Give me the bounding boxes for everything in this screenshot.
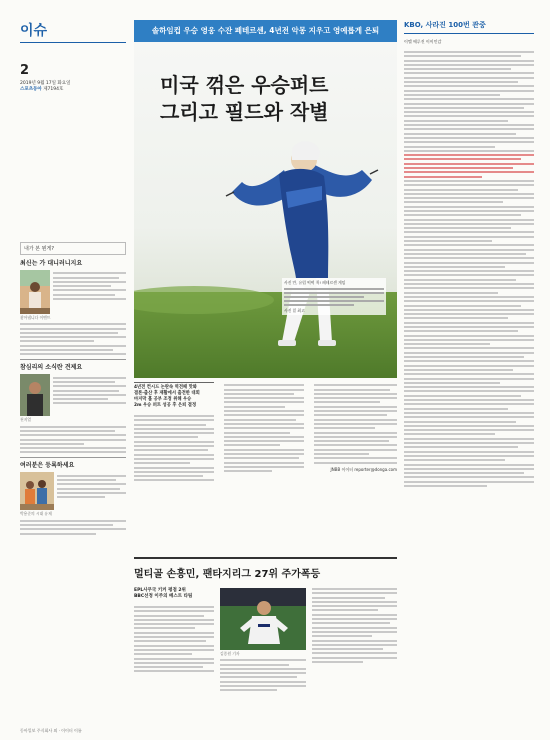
story-column-3 bbox=[314, 382, 397, 473]
text-line bbox=[404, 356, 524, 358]
headline-line-1: 미국 꺾은 우승퍼트 bbox=[160, 73, 329, 97]
text-line bbox=[404, 210, 534, 212]
text-line bbox=[404, 90, 534, 92]
text-line bbox=[404, 464, 534, 466]
text-line bbox=[220, 659, 306, 661]
text-line bbox=[224, 453, 304, 455]
highlighted-line bbox=[404, 167, 513, 169]
sidebar-photo-3-image bbox=[20, 472, 54, 510]
text-line bbox=[404, 98, 534, 100]
second-story bbox=[134, 557, 397, 694]
text-line bbox=[404, 219, 534, 221]
text-line bbox=[404, 227, 511, 229]
text-line bbox=[312, 648, 383, 650]
text-line bbox=[224, 393, 294, 395]
text-line bbox=[404, 60, 534, 62]
text-line bbox=[312, 605, 397, 607]
text-line bbox=[53, 390, 119, 392]
highlighted-line bbox=[404, 163, 534, 165]
text-line bbox=[224, 444, 280, 446]
text-line bbox=[312, 601, 397, 603]
second-deck-line-1: EPL사무국 키커 평점 2위 bbox=[134, 588, 186, 593]
text-line bbox=[134, 627, 195, 629]
section-rule bbox=[20, 42, 126, 43]
text-line bbox=[53, 385, 126, 387]
second-story-deck bbox=[134, 588, 214, 600]
text-line bbox=[404, 270, 534, 272]
text-line bbox=[404, 55, 521, 57]
text-line bbox=[404, 390, 534, 392]
text-line bbox=[224, 457, 299, 459]
issue-date: 2019년 9월 17일 bbox=[20, 81, 56, 86]
text-line bbox=[404, 313, 534, 315]
text-line bbox=[404, 189, 518, 191]
text-line bbox=[312, 609, 378, 611]
text-line bbox=[404, 476, 534, 478]
text-line bbox=[53, 272, 126, 274]
story-column-2 bbox=[224, 382, 304, 475]
text-line bbox=[224, 427, 304, 429]
text-line bbox=[224, 470, 272, 472]
text-line bbox=[404, 459, 505, 461]
text-line bbox=[134, 458, 214, 460]
text-line bbox=[404, 382, 500, 384]
text-line bbox=[20, 353, 126, 355]
text-line bbox=[404, 378, 534, 380]
text-line bbox=[404, 146, 495, 148]
text-line bbox=[404, 201, 503, 203]
column-title: KBO, 사라진 100번 관중 bbox=[404, 20, 534, 34]
text-line bbox=[53, 294, 115, 296]
text-line bbox=[404, 266, 505, 268]
text-line bbox=[404, 133, 516, 135]
text-line bbox=[53, 381, 115, 383]
text-line bbox=[314, 453, 369, 455]
text-line bbox=[404, 429, 534, 431]
text-line bbox=[312, 597, 385, 599]
text-line bbox=[314, 397, 397, 399]
text-line bbox=[404, 433, 495, 435]
text-line bbox=[314, 393, 397, 395]
highlighted-line bbox=[404, 154, 534, 156]
text-line bbox=[312, 661, 363, 663]
sidebar-photo-3-caption: 박용준의 시대 유제 bbox=[20, 511, 52, 517]
text-line bbox=[20, 451, 126, 453]
text-line bbox=[224, 449, 304, 451]
text-line bbox=[312, 657, 397, 659]
text-line bbox=[134, 424, 206, 426]
story-banner: 솔하임컵 우승 영웅 수잔 페테르센, 4년전 악몽 지우고 영예롭게 은퇴 bbox=[134, 20, 397, 42]
text-line bbox=[53, 394, 126, 396]
text-line bbox=[20, 520, 126, 522]
text-line bbox=[134, 432, 214, 434]
qa-text-block bbox=[404, 51, 534, 487]
text-line bbox=[404, 296, 534, 298]
text-line bbox=[134, 415, 214, 417]
text-line bbox=[404, 240, 492, 242]
text-line bbox=[404, 193, 534, 195]
sidebar-photo-3 bbox=[20, 472, 54, 510]
text-line bbox=[134, 441, 214, 443]
text-line bbox=[134, 619, 214, 621]
text-line bbox=[134, 645, 214, 647]
publication-line bbox=[20, 80, 126, 92]
text-line bbox=[404, 352, 534, 354]
text-line bbox=[134, 640, 206, 642]
text-line bbox=[314, 440, 389, 442]
sidebar-lead-item: 최신는 가 대니러니지요 bbox=[20, 260, 83, 267]
text-line bbox=[53, 281, 126, 283]
text-line bbox=[134, 649, 214, 651]
text-line bbox=[404, 292, 498, 294]
text-line bbox=[224, 423, 304, 425]
text-line bbox=[404, 373, 534, 375]
text-line bbox=[404, 339, 534, 341]
deck-line-4: 2m 우승 퍼트 성공 후 은퇴 결정 bbox=[134, 403, 197, 408]
text-line bbox=[20, 340, 94, 342]
text-line bbox=[314, 444, 397, 446]
text-line bbox=[134, 419, 214, 421]
text-line bbox=[404, 103, 534, 105]
text-line bbox=[404, 322, 534, 324]
text-line bbox=[224, 401, 304, 403]
text-line bbox=[134, 479, 214, 481]
text-line bbox=[404, 485, 487, 487]
text-line bbox=[314, 432, 397, 434]
text-line bbox=[134, 475, 203, 477]
text-line bbox=[57, 483, 126, 485]
text-line bbox=[224, 410, 304, 412]
text-line bbox=[404, 446, 518, 448]
text-line bbox=[404, 451, 534, 453]
story-column-1 bbox=[134, 382, 214, 484]
text-line bbox=[404, 223, 534, 225]
photo-caption bbox=[282, 278, 386, 315]
deck-line-1: 4년전 컨시드 논란속 역전패 맛봐 bbox=[134, 385, 197, 390]
text-line bbox=[20, 439, 126, 441]
text-line bbox=[224, 406, 285, 408]
text-line bbox=[312, 640, 397, 642]
section-title: 이슈 bbox=[20, 23, 48, 39]
text-line bbox=[404, 399, 534, 401]
right-column bbox=[404, 20, 534, 489]
text-line bbox=[404, 107, 524, 109]
text-line bbox=[314, 414, 387, 416]
text-line bbox=[53, 398, 108, 400]
text-line bbox=[404, 408, 508, 410]
text-line bbox=[404, 326, 534, 328]
text-line bbox=[20, 430, 115, 432]
text-line bbox=[134, 615, 204, 617]
story-headline bbox=[160, 72, 329, 126]
text-line bbox=[134, 670, 214, 672]
text-line bbox=[404, 184, 534, 186]
text-line bbox=[404, 287, 534, 289]
text-line bbox=[134, 662, 214, 664]
text-line bbox=[404, 343, 490, 345]
text-line bbox=[404, 421, 516, 423]
text-line bbox=[404, 395, 521, 397]
text-line bbox=[404, 347, 534, 349]
deck-line-2: 결론·출산 후 재활에서 출전한 대회 bbox=[134, 391, 200, 396]
text-line bbox=[404, 111, 534, 113]
text-line bbox=[53, 377, 126, 379]
text-line bbox=[57, 496, 105, 498]
text-line bbox=[404, 137, 534, 139]
issue-weekday: 화요일 bbox=[57, 81, 71, 86]
text-line bbox=[404, 416, 534, 418]
text-line bbox=[134, 471, 214, 473]
sidebar-photo-1-image bbox=[20, 270, 50, 314]
second-story-byline: 김종원 기자 bbox=[220, 651, 240, 656]
text-line bbox=[404, 249, 534, 251]
text-line bbox=[404, 150, 534, 152]
text-line bbox=[134, 606, 214, 608]
text-line bbox=[20, 443, 84, 445]
text-line bbox=[404, 438, 534, 440]
photo-caption-text: 사진 만, 유럽 퍽퍽 퀵! 페테르센 게임 bbox=[284, 280, 346, 285]
soccer-player-photo bbox=[220, 588, 306, 650]
text-line bbox=[404, 300, 534, 302]
text-line bbox=[224, 462, 304, 464]
text-line bbox=[404, 330, 518, 332]
text-line bbox=[224, 389, 304, 391]
text-line bbox=[314, 384, 397, 386]
text-line bbox=[20, 528, 126, 530]
text-line bbox=[404, 309, 534, 311]
text-line bbox=[20, 349, 113, 351]
text-line bbox=[20, 434, 126, 436]
deck-line-3: 마지막 홀 공부 조정 위해 우승 bbox=[134, 397, 192, 402]
text-line bbox=[134, 658, 214, 660]
text-line bbox=[312, 588, 397, 590]
text-line bbox=[404, 472, 524, 474]
text-line bbox=[312, 622, 390, 624]
text-line bbox=[20, 345, 126, 347]
text-line bbox=[20, 524, 113, 526]
text-line bbox=[57, 492, 126, 494]
text-line bbox=[134, 467, 214, 469]
issue-number: 제7194호 bbox=[43, 87, 64, 92]
text-line bbox=[404, 128, 534, 130]
highlighted-line bbox=[404, 171, 534, 173]
text-line bbox=[220, 689, 277, 691]
text-line bbox=[314, 423, 397, 425]
text-line bbox=[134, 449, 208, 451]
text-line bbox=[134, 636, 214, 638]
main-story bbox=[134, 20, 397, 656]
text-line bbox=[404, 68, 511, 70]
hero-photo bbox=[134, 42, 397, 378]
text-line bbox=[224, 384, 304, 386]
text-line bbox=[20, 323, 126, 325]
text-line bbox=[404, 236, 534, 238]
text-line bbox=[20, 336, 126, 338]
text-line bbox=[134, 436, 198, 438]
left-sidebar bbox=[20, 20, 126, 537]
text-line bbox=[404, 257, 534, 259]
text-line bbox=[57, 475, 126, 477]
text-line bbox=[220, 685, 306, 687]
text-line bbox=[404, 279, 516, 281]
text-line bbox=[53, 277, 119, 279]
text-line bbox=[53, 289, 126, 291]
text-line bbox=[314, 389, 390, 391]
text-line bbox=[404, 94, 500, 96]
sidebar-box-label: 내가 본 뭔게? bbox=[20, 242, 126, 255]
text-line bbox=[20, 328, 126, 330]
text-line bbox=[314, 436, 397, 438]
text-line bbox=[312, 614, 397, 616]
text-line bbox=[134, 666, 203, 668]
column-byline: 이엘 에루진 이이인감 bbox=[404, 39, 442, 44]
text-line bbox=[404, 124, 534, 126]
text-line bbox=[404, 360, 534, 362]
text-line bbox=[220, 668, 306, 670]
text-line bbox=[220, 672, 306, 674]
text-line bbox=[404, 115, 534, 117]
text-line bbox=[404, 231, 534, 233]
text-line bbox=[57, 479, 116, 481]
text-line bbox=[134, 445, 214, 447]
sidebar-section-2-title: 참심리의 소식란 견제요 bbox=[20, 359, 126, 371]
text-line bbox=[404, 412, 534, 414]
text-line bbox=[314, 406, 397, 408]
text-line bbox=[314, 457, 397, 459]
text-line bbox=[220, 664, 289, 666]
text-line bbox=[134, 462, 190, 464]
text-line bbox=[404, 283, 534, 285]
text-line bbox=[404, 403, 534, 405]
text-line bbox=[404, 274, 534, 276]
page-number: 2 bbox=[20, 63, 30, 78]
story-deck bbox=[134, 382, 214, 409]
text-line bbox=[134, 428, 214, 430]
text-line bbox=[404, 386, 534, 388]
text-line bbox=[53, 285, 111, 287]
text-line bbox=[404, 468, 534, 470]
text-line bbox=[404, 64, 534, 66]
text-line bbox=[404, 214, 521, 216]
text-line bbox=[404, 180, 534, 182]
sidebar-photo-2-image bbox=[20, 374, 50, 416]
text-line bbox=[57, 488, 120, 490]
text-line bbox=[404, 425, 534, 427]
text-line bbox=[314, 419, 397, 421]
text-line bbox=[312, 652, 397, 654]
text-line bbox=[20, 447, 126, 449]
text-line bbox=[404, 481, 534, 483]
text-line bbox=[134, 632, 214, 634]
text-line bbox=[224, 419, 296, 421]
text-line bbox=[404, 51, 534, 53]
second-story-headline: 멀티골 손흥민, 팬타지리그 27위 주가폭등 bbox=[134, 569, 321, 580]
text-line bbox=[314, 427, 375, 429]
text-line bbox=[404, 206, 534, 208]
text-line bbox=[404, 253, 526, 255]
text-line bbox=[404, 85, 534, 87]
text-line bbox=[404, 305, 521, 307]
text-line bbox=[312, 644, 397, 646]
text-line bbox=[20, 533, 96, 535]
text-line bbox=[404, 244, 534, 246]
text-line bbox=[404, 317, 508, 319]
second-deck-line-2: BBC선정 이주의 베스트 타팀 bbox=[134, 594, 193, 599]
text-line bbox=[220, 681, 306, 683]
second-story-photo bbox=[220, 588, 306, 650]
highlighted-line bbox=[404, 158, 521, 160]
text-line bbox=[312, 631, 397, 633]
text-line bbox=[404, 120, 508, 122]
text-line bbox=[404, 455, 534, 457]
text-line bbox=[20, 426, 126, 428]
text-line bbox=[134, 623, 214, 625]
text-line bbox=[134, 610, 214, 612]
text-line bbox=[53, 402, 126, 404]
text-line bbox=[314, 410, 397, 412]
sidebar-photo-2 bbox=[20, 374, 50, 416]
text-line bbox=[314, 462, 397, 464]
text-line bbox=[53, 298, 126, 300]
text-line bbox=[224, 432, 290, 434]
text-line bbox=[224, 466, 304, 468]
text-line bbox=[312, 635, 372, 637]
text-line bbox=[224, 440, 304, 442]
text-line bbox=[404, 81, 518, 83]
highlighted-line bbox=[404, 176, 482, 178]
text-line bbox=[404, 369, 513, 371]
sidebar-photo-2-caption: 천지얼 bbox=[20, 417, 32, 423]
text-line bbox=[404, 262, 534, 264]
text-line bbox=[404, 365, 534, 367]
text-line bbox=[404, 141, 534, 143]
page-footer: 동아일보 주식회사 외 · 이이터 이름 bbox=[20, 728, 82, 733]
text-line bbox=[404, 197, 534, 199]
text-line bbox=[314, 401, 380, 403]
sidebar-section-3-title: 여러분은 등록하세요 bbox=[20, 457, 126, 469]
text-line bbox=[312, 592, 397, 594]
photo-credit: 사진 밑 최고 bbox=[284, 307, 305, 313]
text-line bbox=[224, 436, 304, 438]
text-line bbox=[224, 397, 304, 399]
text-line bbox=[404, 77, 534, 79]
text-line bbox=[404, 442, 534, 444]
text-line bbox=[404, 72, 534, 74]
text-line bbox=[312, 618, 397, 620]
story-byline: JNBB 이이터 reporter@donga.com bbox=[330, 466, 397, 472]
text-line bbox=[312, 627, 397, 629]
sidebar-photo-1-caption: 찾아냅니다 이벤트 bbox=[20, 315, 51, 320]
text-line bbox=[224, 414, 304, 416]
headline-line-2: 그리고 필드와 작별 bbox=[160, 100, 329, 124]
text-line bbox=[314, 449, 397, 451]
publication-logo: 스포츠동아 bbox=[20, 87, 42, 92]
sidebar-photo-1 bbox=[20, 270, 50, 314]
text-line bbox=[134, 454, 214, 456]
text-line bbox=[20, 332, 118, 334]
text-line bbox=[404, 335, 534, 337]
text-line bbox=[220, 676, 297, 678]
text-line bbox=[134, 653, 192, 655]
